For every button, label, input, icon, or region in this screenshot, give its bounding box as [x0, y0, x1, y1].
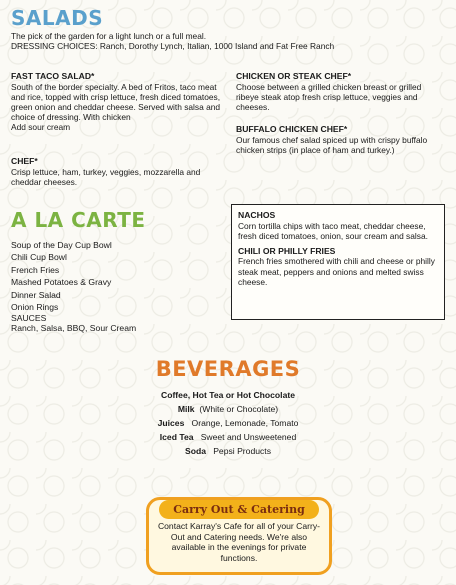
- beverage-detail: (White or Chocolate): [199, 404, 279, 414]
- list-item: French Fries: [11, 264, 60, 275]
- list-item: Chili Cup Bowl: [11, 252, 67, 263]
- beverage-name: Coffee, Hot Tea or Hot Chocolate: [160, 390, 295, 400]
- item-name: CHICKEN OR STEAK CHEF*: [236, 71, 352, 81]
- chicken-steak-chef-item: [236, 71, 446, 112]
- beverage-detail: Pepsi Products: [213, 446, 271, 456]
- catering-text: Contact Karray's Cafe for all of your Carry-Out and Catering needs. We're also available in the evenings for private functions.: [157, 521, 321, 563]
- list-item: Dinner Salad: [11, 289, 61, 300]
- beverage-detail: Orange, Lemonade, Tomato: [191, 418, 299, 428]
- item-desc: South of the border specialty. A bed of Fritos, taco meat and rice, topped with crisp lettuce, fresh diced tomatoes, green onion and cheddar cheese. Served with salsa and choice of dressing. With chicken: [11, 81, 221, 123]
- sauces-label: SAUCES: [11, 313, 47, 324]
- salads-title: SALADS: [11, 6, 104, 30]
- chef-salad-item: [11, 156, 229, 187]
- beverage-name: Juices: [157, 418, 185, 428]
- item-desc: Corn tortilla chips with taco meat, cheddar cheese, fresh diced tomatoes, onion, sour cream and salsa.: [238, 220, 428, 241]
- nachos-fries-box: [231, 204, 445, 320]
- beverage-row: [0, 388, 456, 402]
- item-name: FAST TACO SALAD*: [11, 71, 95, 81]
- item-desc: Choose between a grilled chicken breast or grilled ribeye steak atop fresh crisp lettuce, veggies and cheeses.: [236, 81, 422, 112]
- beverages-title: BEVERAGES: [155, 357, 301, 381]
- salads-intro: The pick of the garden for a light lunch or a full meal.: [11, 31, 207, 41]
- item-desc: Crisp lettuce, ham, turkey, veggies, mozzarella and cheddar cheeses.: [11, 166, 201, 187]
- list-item: Mashed Potatoes & Gravy: [11, 277, 112, 288]
- beverage-row: [0, 416, 456, 430]
- fast-taco-salad-item: [11, 71, 229, 133]
- list-item: Soup of the Day Cup Bowl: [11, 240, 112, 250]
- beverage-row: [0, 444, 456, 458]
- beverage-name: Iced Tea: [159, 432, 194, 442]
- sauces-list: Ranch, Salsa, BBQ, Sour Cream: [11, 323, 137, 334]
- beverage-name: Milk: [177, 404, 195, 414]
- item-desc: Our famous chef salad spiced up with crispy buffalo chicken strips (in place of ham and turkey.): [236, 134, 428, 155]
- dressing-choices: DRESSING CHOICES: Ranch, Dorothy Lynch, Italian, 1000 Island and Fat Free Ranch: [11, 41, 335, 51]
- beverage-row: [0, 430, 456, 444]
- item-name: BUFFALO CHICKEN CHEF*: [236, 124, 348, 134]
- a-la-carte-title: A LA CARTE: [11, 208, 146, 232]
- catering-title: Carry Out & Catering: [159, 500, 319, 519]
- a-la-carte-list: [11, 239, 221, 333]
- beverage-detail: Sweet and Unsweetened: [200, 432, 297, 442]
- item-desc: French fries smothered with chili and cheese or philly steak meat, peppers and onions and melted swiss cheese.: [238, 256, 435, 287]
- catering-badge: [146, 497, 332, 575]
- item-name: NACHOS: [238, 210, 276, 220]
- item-name: CHILI OR PHILLY FRIES: [238, 245, 336, 256]
- beverage-row: [0, 402, 456, 416]
- beverage-name: Soda: [185, 446, 207, 456]
- list-item: Onion Rings: [11, 302, 59, 313]
- item-extra: Add sour cream: [11, 122, 71, 133]
- item-name: CHEF*: [11, 156, 38, 166]
- beverages-list: [0, 388, 456, 458]
- buffalo-chicken-chef-item: [236, 124, 446, 155]
